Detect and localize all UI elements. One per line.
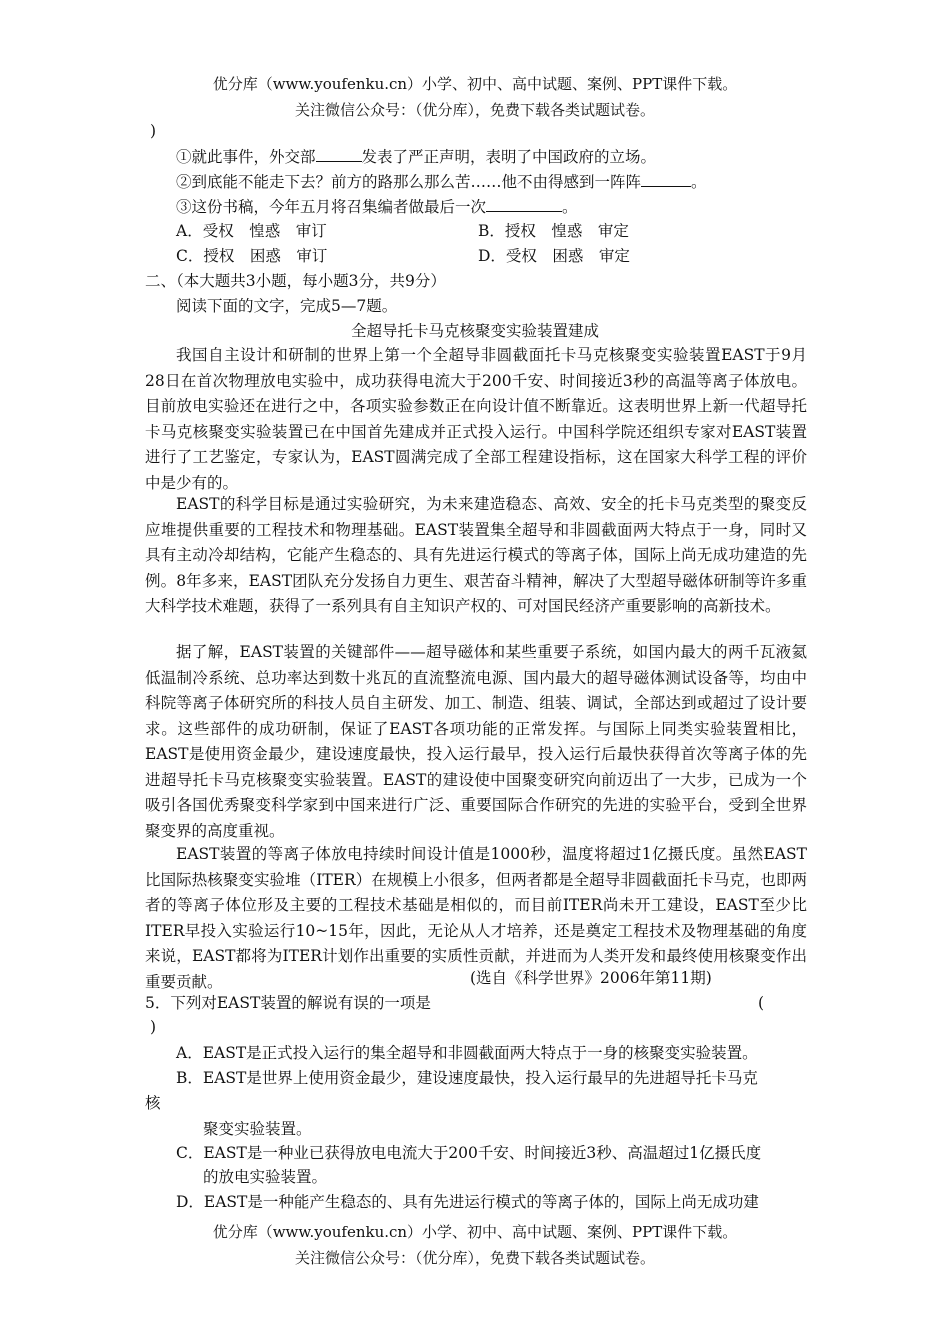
q4-option-d: D．受权 困惑 审定 xyxy=(478,247,630,265)
q4-sentence-1-post: 发表了严正声明，表明了中国政府的立场。 xyxy=(361,148,657,166)
q4-sentence-2-pre: ②到底能不能走下去？前方的路那么那么苦……他不由得感到一阵阵 xyxy=(176,173,642,191)
q4-blank-2 xyxy=(641,170,691,187)
q4-option-b: B．授权 惶惑 审定 xyxy=(478,222,629,240)
q4-sentence-3-post: 。 xyxy=(562,198,578,216)
article-title: 全超导托卡马克核聚变实验装置建成 xyxy=(350,322,599,340)
q4-sentence-3 xyxy=(176,195,578,218)
q4-paren-close: ) xyxy=(150,122,157,140)
q5-option-a: A．EAST是正式投入运行的集全超导和非圆截面两大特点于一身的核聚变实验装置。 xyxy=(176,1044,758,1062)
article-paragraph-2: EAST的科学目标是通过实验研究，为未来建造稳态、高效、安全的托卡马克类型的聚变反应堆提供重要的工程技术和物理基础。EAST装置集全超导和非圆截面两大特点于一身，同时又具有主动冷却结构，它能产生稳态的、具有先进运行模式的等离子体，国际上尚无成功建造的先例。8年多来，EAST团队充分发扬自力更生、艰苦奋斗精神，解决了大型超导磁体研制等许多重大科学技术难题，获得了一系列具有自主知识产权的、可对国民经济产重要影响的高新技术。 xyxy=(145,495,807,615)
article-paragraph-1: 我国自主设计和研制的世界上第一个全超导非圆截面托卡马克核聚变实验装置EAST于9月28日在首次物理放电实验中，成功获得电流大于200千安、时间接近3秒的高温等离子体放电。目前放电实验还在进行之中，各项实验参数正在向设计值不断靠近。这表明世界上新一代超导托卡马克核聚变实验装置已在中国首先建成并正式投入运行。中国科学院还组织专家对EAST装置进行了工艺鉴定，专家认为，EAST圆满完成了全部工程建设指标，这在国家大科学工程的评价中是少有的。 xyxy=(145,346,807,492)
q5-option-d-line-1: D．EAST是一种能产生稳态的、具有先进运行模式的等离子体的，国际上尚无成功建 xyxy=(176,1193,759,1211)
q5-stem: 5．下列对EAST装置的解说有误的一项是 xyxy=(145,994,431,1012)
section-2-heading: 二、（本大题共3小题，每小题3分，共9分） xyxy=(145,272,446,290)
article-paragraph-4: EAST装置的等离子体放电持续时间设计值是1000秒，温度将超过1亿摄氏度。虽然EAST比国际热核聚变实验堆（ITER）在规模上小很多，但两者都是全超导非圆截面托卡马克，也即两者的等离子体位形及主要的工程技术基础是相似的，而目前ITER尚未开工建设，EAST至少比ITER早投入实验运行10~15年，因此，无论从人才培养，还是奠定工程技术及物理基础的角度来说，EAST都将为ITER计划作出重要的实质性贡献，并进而为人类开发和最终使用核聚变作出重要贡献。 xyxy=(145,845,807,991)
header-line-1: 优分库（www.youfenku.cn）小学、初中、高中试题、案例、PPT课件下载。 xyxy=(212,75,738,93)
q4-option-a: A．受权 惶惑 审订 xyxy=(176,222,327,240)
q4-sentence-2-post: 。 xyxy=(691,173,707,191)
q5-option-c-line-2: 的放电实验装置。 xyxy=(203,1168,328,1186)
article-source: (选自《科学世界》2006年第11期) xyxy=(470,969,712,987)
q4-sentence-1 xyxy=(176,145,656,168)
q5-option-b-line-2: 核 xyxy=(145,1094,161,1112)
q5-paren-open: ( xyxy=(758,994,765,1012)
header-line-2: 关注微信公众号：（优分库），免费下载各类试题试卷。 xyxy=(294,101,655,119)
q4-option-c: C．授权 困惑 审订 xyxy=(176,247,328,265)
q4-blank-3 xyxy=(486,195,562,212)
q5-option-b-line-3: 聚变实验装置。 xyxy=(203,1120,312,1138)
q5-option-c-line-1: C．EAST是一种业已获得放电电流大于200千安、时间接近3秒、高温超过1亿摄氏度 xyxy=(176,1144,762,1162)
footer-line-1: 优分库（www.youfenku.cn）小学、初中、高中试题、案例、PPT课件下载。 xyxy=(212,1223,738,1241)
q5-paren-close: ) xyxy=(150,1018,157,1036)
section-2-instruction: 阅读下面的文字，完成5—7题。 xyxy=(176,297,398,315)
q4-sentence-3-pre: ③这份书稿，今年五月将召集编者做最后一次 xyxy=(176,198,487,216)
footer-line-2: 关注微信公众号：（优分库），免费下载各类试题试卷。 xyxy=(294,1249,655,1267)
q4-blank-1 xyxy=(316,145,362,162)
article-paragraph-3: 据了解，EAST装置的关键部件——超导磁体和某些重要子系统，如国内最大的两千瓦液氦低温制冷系统、总功率达到数十兆瓦的直流整流电源、国内最大的超导磁体测试设备等，均由中科院等离子体研究所的科技人员自主研发、加工、制造、组装、调试，全部达到或超过了设计要求。这些部件的成功研制，保证了EAST各项功能的正常发挥。与国际上同类实验装置相比，EAST是使用资金最少，建设速度最快，投入运行最早，投入运行后最快获得首次等离子体的先进超导托卡马克核聚变实验装置。EAST的建设使中国聚变研究向前迈出了一大步，已成为一个吸引各国优秀聚变科学家到中国来进行广泛、重要国际合作研究的先进的实验平台，受到全世界聚变界的高度重视。 xyxy=(145,643,807,840)
q4-sentence-2 xyxy=(176,170,707,193)
q5-option-b-line-1: B．EAST是世界上使用资金最少，建设速度最快，投入运行最早的先进超导托卡马克 xyxy=(176,1069,758,1087)
q4-sentence-1-pre: ①就此事件，外交部 xyxy=(176,148,316,166)
